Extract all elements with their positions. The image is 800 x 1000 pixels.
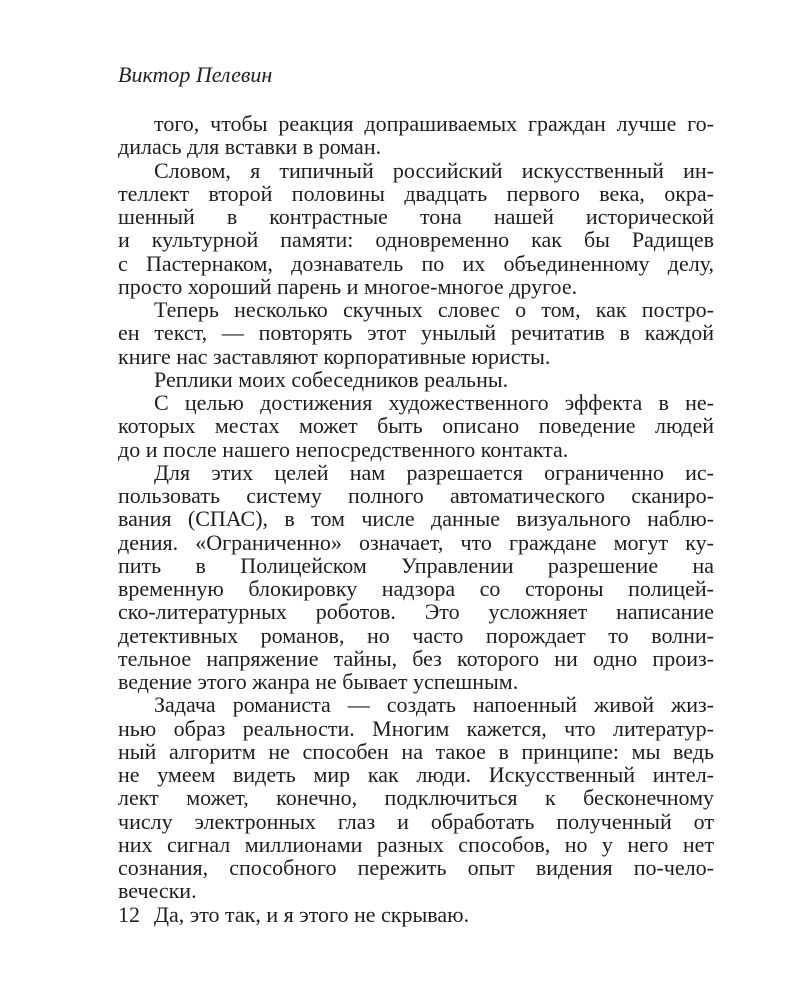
text-line: числу электронных глаз и обработать полученный от — [118, 808, 714, 834]
text-line: которых местах может быть описано поведение людей — [118, 413, 714, 439]
text-line: С целью достижения художественного эффекта в не- — [154, 390, 714, 415]
running-head-author: Виктор Пелевин — [118, 62, 273, 87]
text-line: пить в Полицейском Управлении разрешение на — [118, 552, 714, 578]
text-line: шенный в контрастные тона нашей исторической — [118, 204, 714, 229]
text-line: лект может, конечно, подключиться к бесконечному — [118, 785, 714, 811]
text-line: Теперь несколько скучных словес о том, как постро- — [154, 297, 714, 322]
text-line: с Пастернаком, дознаватель по их объединенному делу, — [118, 250, 714, 276]
text-line: не умеем видеть мир как люди. Искусственный интел- — [118, 762, 714, 787]
text-line: и культурной памяти: одновременно как бы Радищев — [118, 227, 714, 253]
text-line: дения. «Ограниченно» означает, что граждане могут ку- — [118, 529, 714, 555]
text-line: Да, это так, и я этого не скрываю. — [154, 901, 470, 927]
text-line: Словом, я типичный российский искусственный ин- — [154, 157, 714, 183]
text-line: вечески. — [118, 878, 197, 904]
text-line: них сигнал миллионами разных способов, но у него нет — [118, 831, 714, 857]
text-line: ско-литературных роботов. Это усложняет написание — [118, 599, 714, 625]
text-line: Реплики моих собеседников реальны. — [154, 366, 509, 392]
text-line: Для этих целей нам разрешается ограниченно ис- — [154, 459, 714, 485]
text-line: книге нас заставляют корпоративные юристы. — [118, 343, 551, 369]
page-number: 12 — [118, 902, 140, 927]
text-line: того, чтобы реакция допрашиваемых граждан лучше го- — [154, 111, 714, 136]
text-line: просто хороший парень и многое-многое другое. — [118, 273, 578, 299]
text-line: тельное напряжение тайны, без которого ни одно произ- — [118, 645, 714, 671]
text-line: вания (СПАС), в том числе данные визуального наблю- — [118, 506, 714, 532]
text-line: сознания, способного пережить опыт видения по-чело- — [118, 855, 714, 880]
text-line: детективных романов, но часто порождает то волни- — [118, 622, 714, 648]
text-line: временную блокировку надзора со стороны полицей- — [118, 576, 714, 601]
text-line: Задача романиста — создать напоенный живой жиз- — [154, 692, 714, 718]
text-line: ведение этого жанра не бывает успешным. — [118, 669, 519, 694]
text-line: ен текст, — повторять этот унылый речитатив в каждой — [118, 320, 714, 346]
text-line: теллект второй половины двадцать первого века, окра- — [118, 180, 714, 206]
text-line: нью образ реальности. Многим кажется, что литератур- — [118, 715, 714, 741]
text-line: до и после нашего непосредственного контакта. — [118, 436, 569, 462]
text-line: дилась для вставки в роман. — [118, 134, 382, 160]
text-line: ный алгоритм не способен на такое в принципе: мы ведь — [118, 738, 714, 764]
body-text — [118, 112, 714, 926]
text-line: пользовать систему полного автоматического сканиро- — [118, 483, 714, 508]
